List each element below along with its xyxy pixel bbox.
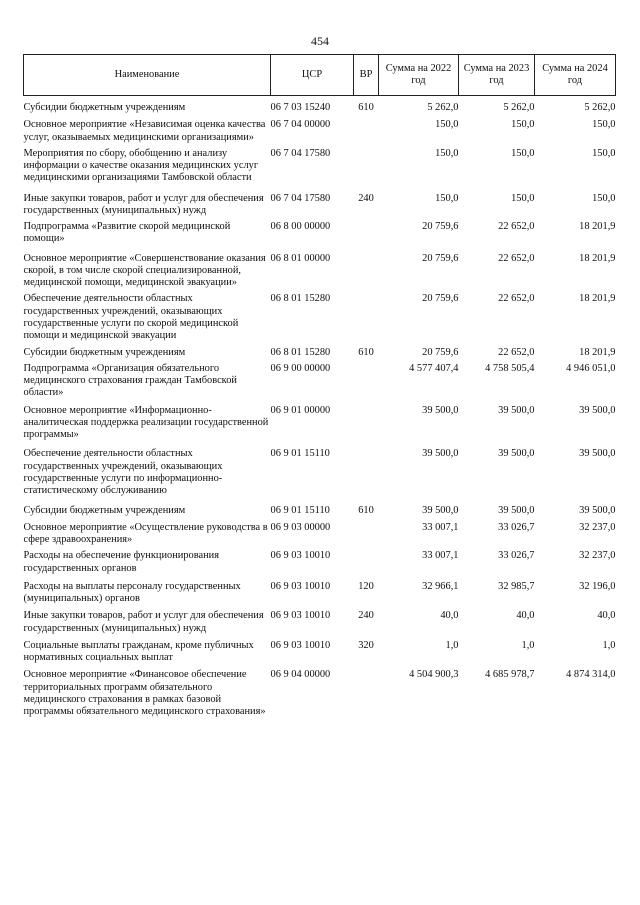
row-name: Основное мероприятие «Совершенствование оказания скорой, в том числе скорой специализированной, медицинской помощи, медицинской эвакуации» bbox=[23, 252, 266, 289]
row-sum-2024: 39 500,0 bbox=[579, 505, 616, 517]
row-sum-2023: 150,0 bbox=[511, 192, 535, 204]
row-csr-code: 06 8 01 15280 bbox=[270, 346, 331, 358]
column-header-sum-2023: Сумма на 2023 год bbox=[459, 55, 535, 96]
row-name: Подпрограмма «Организация обязательного медицинского страхования граждан Тамбовской области» bbox=[23, 362, 237, 399]
row-csr-code: 06 9 01 15110 bbox=[270, 505, 330, 517]
row-name: Расходы на обеспечение функционирования государственных органов bbox=[23, 550, 219, 574]
row-sum-2024: 32 237,0 bbox=[579, 521, 616, 533]
column-header-name: Наименование bbox=[24, 55, 271, 96]
row-sum-2023: 22 652,0 bbox=[498, 293, 535, 305]
table-row bbox=[24, 581, 616, 611]
table-body bbox=[24, 96, 616, 719]
row-vr-code bbox=[354, 522, 379, 551]
row-vr-code: 320 bbox=[358, 639, 374, 651]
row-sum-2022: 20 759,6 bbox=[422, 346, 459, 358]
row-sum-2024: 150,0 bbox=[592, 119, 616, 131]
row-csr-code: 06 7 04 00000 bbox=[270, 119, 331, 131]
table-row bbox=[24, 193, 616, 222]
budget-table bbox=[23, 54, 616, 718]
row-sum-2023: 22 652,0 bbox=[498, 252, 535, 264]
table-row bbox=[24, 363, 616, 405]
row-csr-code: 06 9 03 10010 bbox=[270, 610, 331, 622]
table-row bbox=[24, 293, 616, 346]
row-sum-2024: 32 196,0 bbox=[579, 580, 616, 592]
row-sum-2022: 150,0 bbox=[435, 192, 459, 204]
row-vr-code bbox=[354, 119, 379, 148]
row-csr-code: 06 8 01 00000 bbox=[270, 252, 331, 264]
row-sum-2024: 18 201,9 bbox=[579, 346, 616, 358]
row-name: Иные закупки товаров, работ и услуг для обеспечения государственных (муниципальных) нужд bbox=[23, 610, 264, 634]
row-name: Расходы на выплаты персоналу государственных (муниципальных) органов bbox=[23, 580, 241, 605]
column-header-vr: ВР bbox=[354, 55, 379, 96]
table-row bbox=[24, 119, 616, 148]
row-vr-code: 610 bbox=[358, 346, 374, 358]
row-sum-2022: 40,0 bbox=[440, 610, 459, 622]
row-sum-2023: 22 652,0 bbox=[498, 221, 535, 233]
row-csr-code: 06 7 03 15240 bbox=[270, 102, 331, 113]
row-sum-2023: 39 500,0 bbox=[498, 448, 535, 460]
row-sum-2022: 4 504 900,3 bbox=[409, 669, 459, 681]
row-sum-2022: 33 007,1 bbox=[422, 550, 459, 562]
row-sum-2024: 150,0 bbox=[592, 147, 616, 159]
row-vr-code: 610 bbox=[358, 102, 374, 113]
row-sum-2023: 4 758 505,4 bbox=[485, 362, 535, 374]
column-header-csr: ЦСР bbox=[271, 55, 354, 96]
row-name: Обеспечение деятельности областных государственных учреждений, оказывающих государственные услуги по скорой медицинской помощи и медицинской эвакуации bbox=[23, 293, 239, 342]
row-sum-2024: 39 500,0 bbox=[579, 448, 616, 460]
row-name: Субсидии бюджетным учреждениям bbox=[23, 346, 186, 358]
table-row bbox=[24, 102, 616, 119]
row-sum-2024: 4 946 051,0 bbox=[566, 362, 616, 374]
table-row bbox=[24, 640, 616, 670]
row-sum-2024: 150,0 bbox=[592, 192, 616, 204]
table-header bbox=[24, 55, 616, 96]
row-sum-2024: 4 874 314,0 bbox=[566, 669, 616, 681]
row-sum-2022: 20 759,6 bbox=[422, 293, 459, 305]
row-csr-code: 06 9 01 15110 bbox=[270, 448, 330, 460]
row-vr-code: 120 bbox=[358, 580, 374, 592]
row-sum-2023: 39 500,0 bbox=[498, 505, 535, 517]
row-sum-2023: 40,0 bbox=[516, 610, 535, 622]
row-name: Основное мероприятие «Независимая оценка качества услуг, оказываемых медицинскими организациями» bbox=[23, 119, 266, 143]
table-row bbox=[24, 405, 616, 449]
row-vr-code bbox=[354, 363, 379, 405]
row-sum-2024: 40,0 bbox=[597, 610, 616, 622]
row-sum-2023: 32 985,7 bbox=[498, 580, 535, 592]
row-name: Основное мероприятие «Информационно-аналитическая поддержка реализации государственной программы» bbox=[23, 404, 269, 441]
row-sum-2024: 39 500,0 bbox=[579, 404, 616, 416]
row-csr-code: 06 9 03 00000 bbox=[270, 521, 331, 533]
row-vr-code bbox=[354, 148, 379, 193]
row-sum-2022: 150,0 bbox=[435, 147, 459, 159]
row-sum-2024: 18 201,9 bbox=[579, 221, 616, 233]
table-row bbox=[24, 448, 616, 505]
row-name: Субсидии бюджетным учреждениям bbox=[23, 505, 186, 517]
row-name: Мероприятия по сбору, обобщению и анализу информации о качестве оказания медицинских услуг медицинскими организациями Тамбовской области bbox=[23, 147, 259, 184]
row-sum-2023: 5 262,0 bbox=[503, 102, 535, 113]
row-csr-code: 06 7 04 17580 bbox=[270, 147, 331, 159]
row-csr-code: 06 9 04 00000 bbox=[270, 669, 331, 681]
row-csr-code: 06 9 01 00000 bbox=[270, 404, 331, 416]
row-sum-2023: 4 685 978,7 bbox=[485, 669, 535, 681]
row-vr-code bbox=[354, 550, 379, 581]
table-row bbox=[24, 669, 616, 718]
row-name: Основное мероприятие «Осуществление руководства в сфере здравоохранения» bbox=[23, 521, 268, 545]
row-vr-code: 240 bbox=[358, 610, 374, 622]
row-vr-code bbox=[354, 405, 379, 449]
row-csr-code: 06 9 03 10010 bbox=[270, 639, 331, 651]
table-row bbox=[24, 347, 616, 363]
row-sum-2022: 20 759,6 bbox=[422, 252, 459, 264]
row-csr-code: 06 8 01 15280 bbox=[270, 293, 331, 305]
page-number: 454 bbox=[311, 34, 329, 48]
row-vr-code: 240 bbox=[358, 192, 374, 204]
row-sum-2023: 39 500,0 bbox=[498, 404, 535, 416]
row-vr-code bbox=[354, 253, 379, 294]
row-vr-code bbox=[354, 221, 379, 253]
row-sum-2022: 4 577 407,4 bbox=[409, 362, 459, 374]
row-name: Основное мероприятие «Финансовое обеспечение территориальных программ обязательного медицинского страхования в рамках базовой программы обязательного медицинского страхования» bbox=[23, 669, 266, 718]
row-sum-2024: 5 262,0 bbox=[584, 102, 616, 113]
row-sum-2022: 5 262,0 bbox=[427, 102, 459, 113]
row-name: Иные закупки товаров, работ и услуг для обеспечения государственных (муниципальных) нужд bbox=[23, 192, 264, 216]
row-vr-code bbox=[354, 293, 379, 346]
column-header-sum-2022: Сумма на 2022 год bbox=[379, 55, 459, 96]
table-row bbox=[24, 550, 616, 581]
row-sum-2022: 150,0 bbox=[435, 119, 459, 131]
row-csr-code: 06 9 03 10010 bbox=[270, 550, 331, 562]
row-sum-2023: 33 026,7 bbox=[498, 550, 535, 562]
row-sum-2024: 18 201,9 bbox=[579, 252, 616, 264]
row-vr-code bbox=[354, 448, 379, 505]
row-name: Субсидии бюджетным учреждениям bbox=[23, 102, 186, 113]
row-sum-2024: 1,0 bbox=[602, 639, 616, 651]
row-sum-2022: 20 759,6 bbox=[422, 221, 459, 233]
column-header-sum-2024: Сумма на 2024 год bbox=[535, 55, 616, 96]
table-row bbox=[24, 522, 616, 551]
row-vr-code: 610 bbox=[358, 505, 374, 517]
table-row bbox=[24, 148, 616, 193]
row-csr-code: 06 7 04 17580 bbox=[270, 192, 331, 204]
row-sum-2022: 32 966,1 bbox=[422, 580, 459, 592]
row-sum-2022: 1,0 bbox=[445, 639, 459, 651]
row-sum-2022: 33 007,1 bbox=[422, 521, 459, 533]
row-sum-2023: 1,0 bbox=[521, 639, 535, 651]
row-csr-code: 06 8 00 00000 bbox=[270, 221, 331, 233]
row-sum-2023: 150,0 bbox=[511, 147, 535, 159]
row-sum-2024: 18 201,9 bbox=[579, 293, 616, 305]
row-sum-2023: 33 026,7 bbox=[498, 521, 535, 533]
row-sum-2022: 39 500,0 bbox=[422, 404, 459, 416]
row-sum-2023: 150,0 bbox=[511, 119, 535, 131]
row-sum-2024: 32 237,0 bbox=[579, 550, 616, 562]
table-row bbox=[24, 253, 616, 294]
row-vr-code bbox=[354, 669, 379, 718]
row-name: Социальные выплаты гражданам, кроме публичных нормативных социальных выплат bbox=[23, 639, 254, 664]
table-row bbox=[24, 221, 616, 253]
row-sum-2022: 39 500,0 bbox=[422, 448, 459, 460]
row-csr-code: 06 9 00 00000 bbox=[270, 362, 331, 374]
row-csr-code: 06 9 03 10010 bbox=[270, 580, 331, 592]
row-sum-2023: 22 652,0 bbox=[498, 346, 535, 358]
table-row bbox=[24, 610, 616, 640]
row-name: Подпрограмма «Развитие скорой медицинской помощи» bbox=[23, 221, 231, 245]
table-row bbox=[24, 505, 616, 521]
row-sum-2022: 39 500,0 bbox=[422, 505, 459, 517]
row-name: Обеспечение деятельности областных государственных учреждений, оказывающих государственные услуги по информационно-статистическому обслуживанию bbox=[23, 448, 223, 497]
